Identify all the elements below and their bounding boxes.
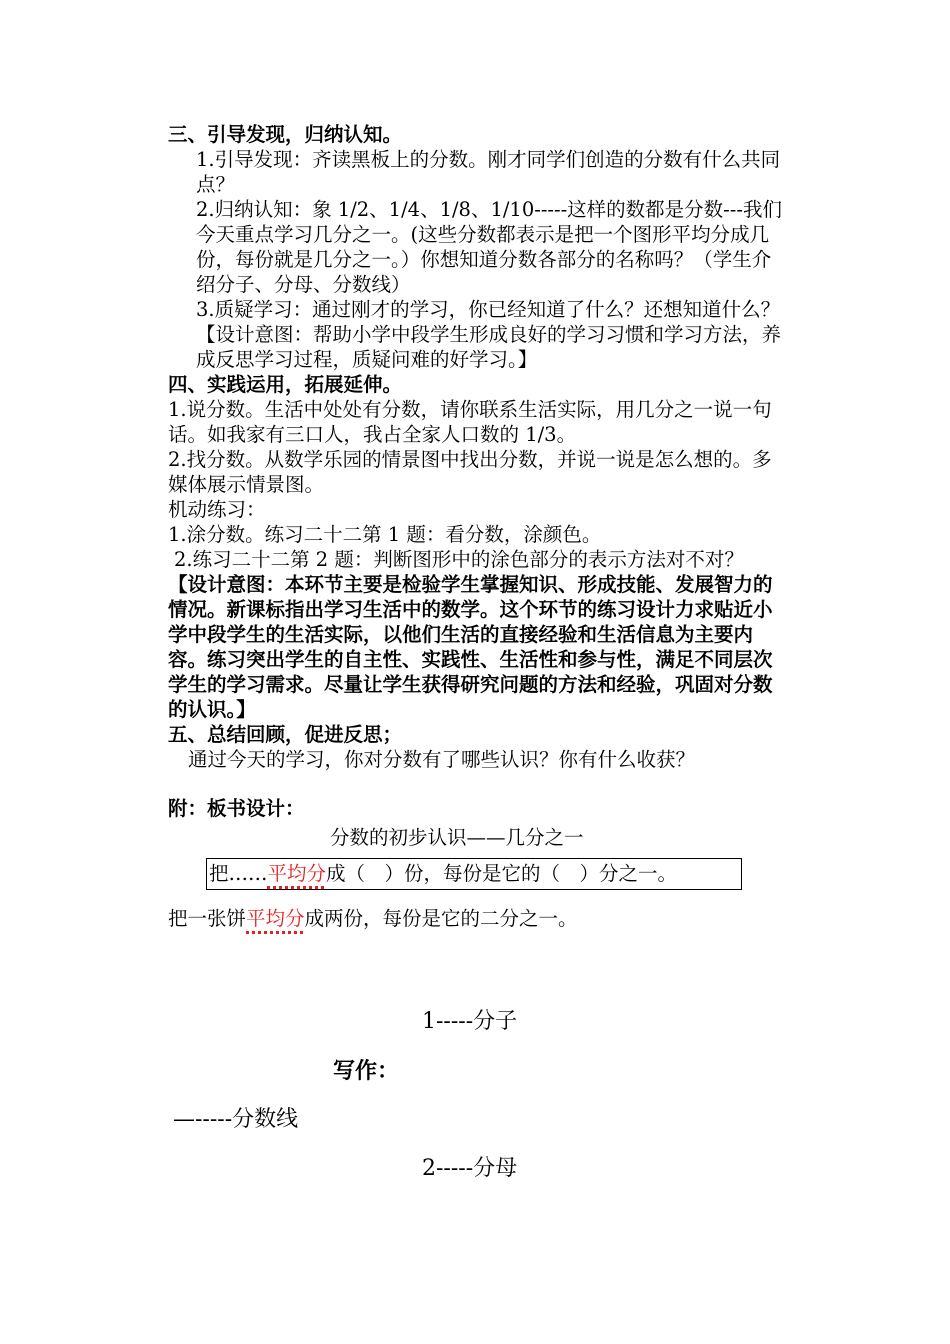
- section4-p1: 1.说分数。生活中处处有分数，请你联系生活实际，用几分之一说一句话。如我家有三口人，我占全家人口数的 1/3。: [168, 398, 772, 446]
- section4-p4: 1.涂分数。练习二十二第 1 题：看分数，涂颜色。: [168, 523, 602, 546]
- example-suffix: 成两份，每份是它的二分之一。: [304, 907, 578, 930]
- fraction-line-label: —-----分数线: [173, 1107, 299, 1132]
- write-label: 写作：: [333, 1058, 400, 1084]
- section5-p1: 通过今天的学习，你对分数有了哪些认识？你有什么收获？: [188, 748, 696, 771]
- box-highlight: 平均分: [267, 862, 327, 885]
- section4-note: 【设计意图：本环节主要是检验学生掌握知识、形成技能、发展智力的情况。新课标指出学习生活中的数学。这个环节的练习设计力求贴近小学中段学生的生活实际，以他们生活的直接经验和生活信息为主要内容。练习突出学生的自主性、实践性、生活性和参与性，满足不同层次学生的学习需求。尽量让学生获得研究问题的方法和经验，巩固对分数的认识。】: [168, 573, 773, 721]
- box-prefix: 把……: [209, 862, 268, 885]
- board-title: 分数的初步认识——几分之一: [330, 826, 584, 849]
- section3-p2: 2.归纳认知：象 1/2、1/4、1/8、1/10-----这样的数都是分数---我们今天重点学习几分之一。(这些分数都表示是把一个图形平均分成几份，每份就是几分之一。）你想知道分数各部分的名称吗？（学生介绍分子、分母、分数线）: [196, 198, 782, 296]
- example-prefix: 把一张饼: [168, 907, 247, 930]
- section4-p5: 2.练习二十二第 2 题：判断图形中的涂色部分的表示方法对不对？: [174, 548, 744, 571]
- section3-note: 【设计意图：帮助小学中段学生形成良好的学习习惯和学习方法，养成反思学习过程，质疑问难的好学习。】: [196, 323, 782, 371]
- board-definition-box: [206, 858, 742, 890]
- board-example: [168, 906, 790, 931]
- section5-heading: 五、总结回顾，促进反思；: [168, 723, 403, 746]
- section3-p3: 3.质疑学习：通过刚才的学习，你已经知道了什么？还想知道什么？: [196, 298, 781, 321]
- section3-heading: 三、引导发现，归纳认知。: [168, 123, 403, 146]
- section4-p2: 2.找分数。从数学乐园的情景图中找出分数，并说一说是怎么想的。多媒体展示情景图。: [168, 448, 772, 496]
- lesson-content: [168, 122, 790, 931]
- numerator-label: 1-----分子: [422, 1009, 518, 1034]
- section4-p3: 机动练习：: [168, 498, 266, 521]
- example-highlight: 平均分: [246, 907, 305, 930]
- board-heading: 附：板书设计：: [168, 797, 305, 820]
- denominator-label: 2-----分母: [422, 1156, 518, 1181]
- section4-heading: 四、实践运用，拓展延伸。: [168, 373, 403, 396]
- box-suffix: 成（ ）份，每份是它的（ ）分之一。: [326, 862, 678, 885]
- section3-p1: 1.引导发现：齐读黑板上的分数。刚才同学们创造的分数有什么共同点？: [196, 148, 781, 196]
